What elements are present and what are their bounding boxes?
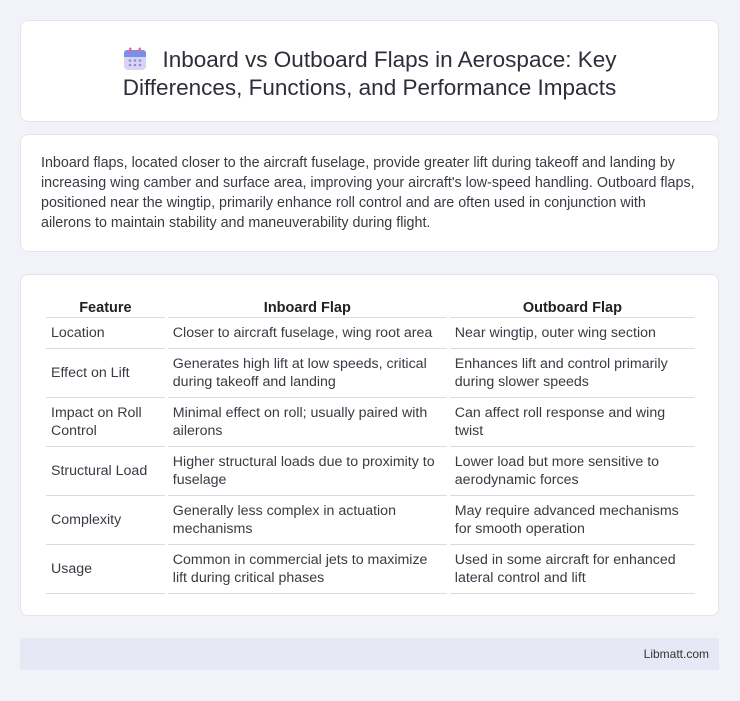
cell-inboard: Higher structural loads due to proximity to fuselage: [168, 447, 447, 496]
header-outboard-flap: Outboard Flap: [450, 296, 695, 318]
table-row: [46, 318, 695, 349]
cell-outboard: Used in some aircraft for enhanced lateral control and lift: [450, 545, 695, 594]
cell-outboard: Can affect roll response and wing twist: [450, 398, 695, 447]
cell-outboard: May require advanced mechanisms for smooth operation: [450, 496, 695, 545]
comparison-table: [43, 296, 698, 594]
cell-inboard: Generates high lift at low speeds, critical during takeoff and landing: [168, 349, 447, 398]
cell-outboard: Near wingtip, outer wing section: [450, 318, 695, 349]
table-row: [46, 398, 695, 447]
table-header-row: [46, 296, 695, 318]
cell-feature: Location: [46, 318, 165, 349]
cell-inboard: Common in commercial jets to maximize lift during critical phases: [168, 545, 447, 594]
header-feature: Feature: [46, 296, 165, 318]
header-inboard-flap: Inboard Flap: [168, 296, 447, 318]
intro-paragraph: Inboard flaps, located closer to the aircraft fuselage, provide greater lift during takeoff and landing by increasing wing camber and surface area, improving your aircraft's low-speed handling. Outboard flaps, positioned near the wingtip, primarily enhance roll control and are often used in conjunction with ailerons to maintain stability and maneuverability during flight.: [41, 155, 695, 231]
cell-inboard: Minimal effect on roll; usually paired with ailerons: [168, 398, 447, 447]
calendar-icon: [122, 46, 148, 72]
cell-outboard: Enhances lift and control primarily during slower speeds: [450, 349, 695, 398]
cell-outboard: Lower load but more sensitive to aerodynamic forces: [450, 447, 695, 496]
title-line-2: Differences, Functions, and Performance Impacts: [122, 75, 617, 100]
cell-inboard: Generally less complex in actuation mechanisms: [168, 496, 447, 545]
footer-brand: Libmatt.com: [643, 647, 709, 661]
table-row: [46, 447, 695, 496]
intro-card: [20, 134, 719, 252]
cell-feature: Structural Load: [46, 447, 165, 496]
footer: [20, 638, 719, 670]
table-row: [46, 349, 695, 398]
page-title: [21, 46, 718, 102]
cell-feature: Effect on Lift: [46, 349, 165, 398]
comparison-card: [20, 274, 719, 616]
table-row: [46, 545, 695, 594]
table-row: [46, 496, 695, 545]
cell-feature: Complexity: [46, 496, 165, 545]
title-card: [20, 20, 719, 122]
title-line-1: Inboard vs Outboard Flaps in Aerospace: Key: [162, 47, 617, 72]
cell-feature: Usage: [46, 545, 165, 594]
cell-feature: Impact on Roll Control: [46, 398, 165, 447]
cell-inboard: Closer to aircraft fuselage, wing root area: [168, 318, 447, 349]
